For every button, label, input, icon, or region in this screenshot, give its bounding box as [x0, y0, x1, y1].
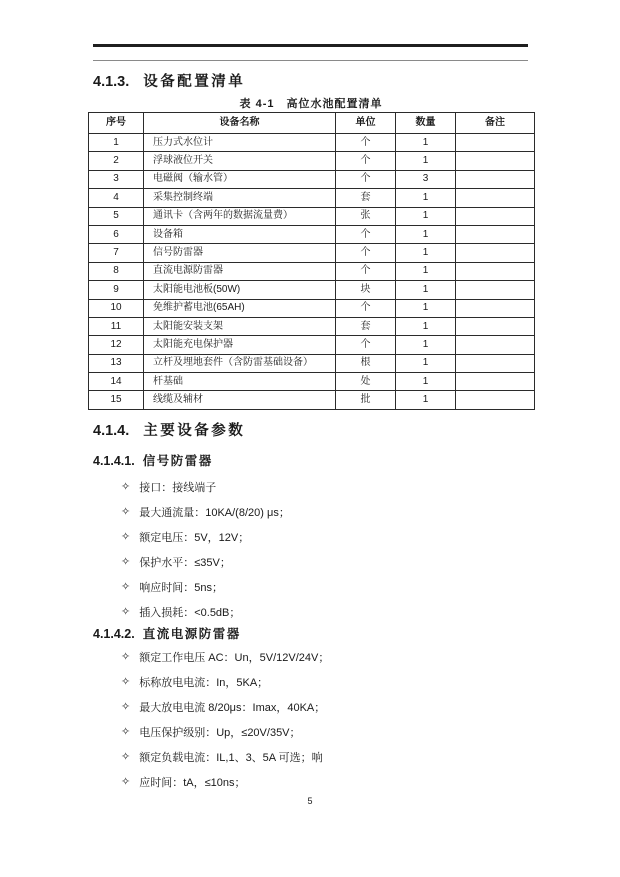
cell-name: 信号防雷器 — [144, 244, 336, 262]
bullet-list-signal-arrester — [121, 474, 290, 624]
cell-unit: 块 — [336, 281, 396, 299]
bullet-text: 额定工作电压 AC：Un，5V/12V/24V； — [139, 651, 330, 664]
cell-name: 浮球液位开关 — [144, 152, 336, 170]
cell-name: 设备箱 — [144, 225, 336, 243]
cell-note — [456, 391, 535, 409]
diamond-bullet-icon: ✧ — [121, 776, 131, 788]
cell-unit: 批 — [336, 391, 396, 409]
bullet-text: 标称放电电流：In，5KA； — [139, 676, 269, 689]
cell-name: 直流电源防雷器 — [144, 262, 336, 280]
cell-qty: 1 — [396, 391, 456, 409]
table-row — [89, 262, 535, 280]
cell-no: 6 — [89, 225, 144, 243]
bullet-item — [121, 644, 329, 669]
diamond-bullet-icon: ✧ — [121, 751, 131, 763]
bullet-text: 响应时间：5ns； — [139, 581, 223, 594]
section-heading-413 — [93, 70, 245, 91]
bullet-item — [121, 474, 290, 499]
bullet-item — [121, 549, 290, 574]
cell-qty: 1 — [396, 189, 456, 207]
table-header-row — [89, 113, 535, 134]
table-row — [89, 281, 535, 299]
section-title: 设备配置清单 — [143, 74, 246, 90]
table-body — [89, 134, 535, 410]
cell-note — [456, 281, 535, 299]
bullet-item — [121, 524, 290, 549]
bullet-text: 最大放电电流 8/20μs：Imax，40KA； — [139, 701, 326, 714]
bullet-text: 电压保护级别：Up，≤20V/35V； — [139, 726, 301, 739]
diamond-bullet-icon: ✧ — [121, 726, 131, 738]
section-number: 4.1.3. — [93, 74, 130, 90]
bullet-item — [121, 599, 290, 624]
cell-unit: 个 — [336, 244, 396, 262]
cell-note — [456, 207, 535, 225]
cell-qty: 1 — [396, 262, 456, 280]
subsection-number: 4.1.4.1. — [93, 454, 135, 468]
table-row — [89, 189, 535, 207]
bullet-item — [121, 499, 290, 524]
bullet-text: 最大通流量：10KA/(8/20) μs； — [139, 506, 290, 519]
cell-qty: 1 — [396, 299, 456, 317]
equipment-table — [88, 112, 535, 410]
cell-qty: 1 — [396, 244, 456, 262]
cell-name: 通讯卡（含两年的数据流量费） — [144, 207, 336, 225]
table-row — [89, 317, 535, 335]
col-header-name: 设备名称 — [144, 113, 336, 134]
cell-name: 太阳能充电保护器 — [144, 336, 336, 354]
cell-unit: 处 — [336, 373, 396, 391]
bullet-item — [121, 694, 329, 719]
header-rule-thick — [93, 44, 528, 47]
cell-unit: 个 — [336, 336, 396, 354]
table-row — [89, 373, 535, 391]
cell-no: 15 — [89, 391, 144, 409]
cell-qty: 1 — [396, 317, 456, 335]
cell-note — [456, 152, 535, 170]
page-number: 5 — [307, 796, 313, 806]
cell-no: 11 — [89, 317, 144, 335]
cell-unit: 个 — [336, 225, 396, 243]
col-header-qty: 数量 — [396, 113, 456, 134]
diamond-bullet-icon: ✧ — [121, 481, 131, 493]
cell-no: 7 — [89, 244, 144, 262]
bullet-text: 额定负载电流：IL,1、3、5A 可选；响 — [139, 751, 323, 764]
cell-unit: 张 — [336, 207, 396, 225]
bullet-text: 额定电压：5V，12V； — [139, 531, 250, 544]
subsection-number: 4.1.4.2. — [93, 627, 135, 641]
col-header-no: 序号 — [89, 113, 144, 134]
bullet-item — [121, 574, 290, 599]
cell-name: 采集控制终端 — [144, 189, 336, 207]
cell-note — [456, 170, 535, 188]
table-row — [89, 299, 535, 317]
bullet-text: 保护水平：≤35V； — [139, 556, 231, 569]
table-row — [89, 244, 535, 262]
diamond-bullet-icon: ✧ — [121, 651, 131, 663]
table-row — [89, 336, 535, 354]
cell-no: 1 — [89, 134, 144, 152]
bullet-list-dc-power-arrester — [121, 644, 329, 794]
cell-name: 免维护蓄电池(65AH) — [144, 299, 336, 317]
bullet-text: 接口：接线端子 — [139, 481, 217, 494]
table-caption: 表 4-1 高位水池配置清单 — [239, 98, 383, 110]
bullet-text: 插入损耗：<0.5dB； — [139, 606, 241, 619]
cell-qty: 1 — [396, 134, 456, 152]
cell-qty: 1 — [396, 281, 456, 299]
section-title: 主要设备参数 — [143, 423, 246, 439]
bullet-item — [121, 719, 329, 744]
table-row — [89, 225, 535, 243]
col-header-unit: 单位 — [336, 113, 396, 134]
cell-no: 14 — [89, 373, 144, 391]
cell-name: 线缆及辅材 — [144, 391, 336, 409]
section-heading-414 — [93, 419, 245, 440]
diamond-bullet-icon: ✧ — [121, 606, 131, 618]
cell-note — [456, 244, 535, 262]
cell-name: 杆基础 — [144, 373, 336, 391]
cell-qty: 3 — [396, 170, 456, 188]
diamond-bullet-icon: ✧ — [121, 531, 131, 543]
cell-unit: 个 — [336, 299, 396, 317]
cell-unit: 个 — [336, 262, 396, 280]
diamond-bullet-icon: ✧ — [121, 581, 131, 593]
table-row — [89, 152, 535, 170]
cell-note — [456, 225, 535, 243]
cell-name: 压力式水位计 — [144, 134, 336, 152]
table-row — [89, 354, 535, 372]
cell-note — [456, 373, 535, 391]
subsection-title: 直流电源防雷器 — [142, 627, 241, 641]
cell-note — [456, 336, 535, 354]
diamond-bullet-icon: ✧ — [121, 701, 131, 713]
cell-name: 立杆及埋地套件（含防雷基础设备） — [144, 354, 336, 372]
bullet-text: 应时间：tA，≤10ns； — [139, 776, 246, 789]
cell-no: 9 — [89, 281, 144, 299]
cell-qty: 1 — [396, 152, 456, 170]
cell-no: 8 — [89, 262, 144, 280]
bullet-item — [121, 769, 329, 794]
cell-name: 太阳能安装支架 — [144, 317, 336, 335]
cell-note — [456, 189, 535, 207]
cell-no: 5 — [89, 207, 144, 225]
cell-unit: 套 — [336, 317, 396, 335]
bullet-item — [121, 744, 329, 769]
table-row — [89, 134, 535, 152]
diamond-bullet-icon: ✧ — [121, 506, 131, 518]
cell-qty: 1 — [396, 207, 456, 225]
subsection-heading-4142 — [93, 624, 241, 642]
cell-no: 4 — [89, 189, 144, 207]
diamond-bullet-icon: ✧ — [121, 556, 131, 568]
subsection-heading-4141 — [93, 451, 213, 469]
cell-no: 10 — [89, 299, 144, 317]
header-rule-thin — [93, 60, 528, 61]
cell-unit: 套 — [336, 189, 396, 207]
cell-note — [456, 354, 535, 372]
col-header-note: 备注 — [456, 113, 535, 134]
table-row — [89, 391, 535, 409]
cell-qty: 1 — [396, 373, 456, 391]
cell-name: 电磁阀（输水管） — [144, 170, 336, 188]
cell-note — [456, 262, 535, 280]
cell-qty: 1 — [396, 354, 456, 372]
diamond-bullet-icon: ✧ — [121, 676, 131, 688]
cell-no: 3 — [89, 170, 144, 188]
subsection-title: 信号防雷器 — [142, 454, 213, 468]
cell-qty: 1 — [396, 225, 456, 243]
table-row — [89, 207, 535, 225]
cell-no: 13 — [89, 354, 144, 372]
cell-unit: 个 — [336, 170, 396, 188]
cell-unit: 根 — [336, 354, 396, 372]
cell-unit: 个 — [336, 134, 396, 152]
cell-no: 12 — [89, 336, 144, 354]
bullet-item — [121, 669, 329, 694]
cell-qty: 1 — [396, 336, 456, 354]
table-row — [89, 170, 535, 188]
cell-note — [456, 134, 535, 152]
section-number: 4.1.4. — [93, 423, 130, 439]
cell-name: 太阳能电池板(50W) — [144, 281, 336, 299]
cell-note — [456, 299, 535, 317]
cell-note — [456, 317, 535, 335]
cell-unit: 个 — [336, 152, 396, 170]
cell-no: 2 — [89, 152, 144, 170]
